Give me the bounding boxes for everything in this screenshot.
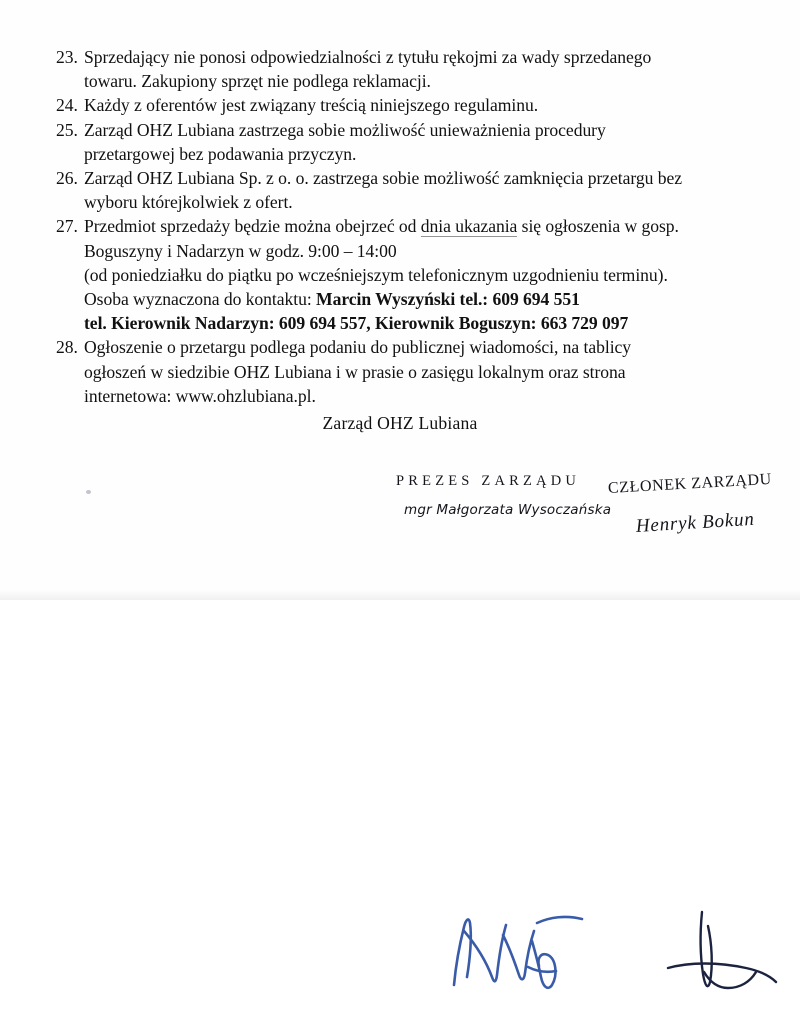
- clause-text: dnia ukazania: [420, 216, 518, 237]
- clause-line: [84, 287, 786, 311]
- clause-item: [56, 45, 786, 93]
- clause-text: się ogłoszenia w gosp.: [517, 216, 679, 237]
- clause-text-bold: Marcin Wyszyński tel.: 609 694 551: [316, 289, 580, 310]
- clause-item: [56, 214, 786, 335]
- clause-text: Ogłoszenie o przetargu podlega podaniu do publicznej wiadomości, na tablicy: [84, 337, 632, 358]
- clause-item: [56, 118, 786, 166]
- clause-number: 28.: [56, 337, 78, 358]
- clause-line: [84, 360, 786, 384]
- clause-number: 23.: [56, 47, 78, 67]
- clause-line: [84, 166, 786, 190]
- clause-line: [84, 190, 786, 214]
- clause-list: [56, 45, 786, 408]
- signature-block-board-member: [607, 470, 800, 538]
- closing-text: Zarząd OHZ Lubiana: [322, 413, 478, 433]
- clause-line: [84, 335, 786, 359]
- clause-text: Sprzedający nie ponosi odpowiedzialności z tytułu rękojmi za wady sprzedanego: [84, 47, 652, 67]
- signature-name-president: mgr Małgorzata Wysoczańska: [404, 502, 612, 518]
- clause-item: [56, 335, 786, 408]
- scan-edge-shadow: [0, 590, 800, 600]
- clause-text: internetowa: www.ohzlubiana.pl.: [84, 385, 316, 406]
- clause-line: [84, 384, 786, 408]
- clause-text: Boguszyny i Nadarzyn w godz. 9:00 – 14:00: [84, 240, 397, 261]
- clause-line: [84, 45, 786, 69]
- clause-line: [84, 69, 786, 93]
- handwritten-signature-bokun-icon: [660, 910, 790, 1010]
- clause-text: Osoba wyznaczona do kontaktu:: [84, 289, 317, 310]
- clause-text: Każdy z oferentów jest związany treścią niniejszego regulaminu.: [84, 95, 539, 116]
- clause-text: (od poniedziałku do piątku po wcześniejszym telefonicznym uzgodnieniu terminu).: [84, 264, 668, 285]
- clause-number: 27.: [56, 216, 78, 237]
- clause-line: [84, 142, 786, 166]
- clause-text: przetargowej bez podawania przyczyn.: [84, 143, 357, 164]
- handwritten-signature-wysoczanska-icon: [440, 911, 600, 1001]
- clause-line: [84, 118, 786, 142]
- clause-item: [56, 166, 786, 214]
- clause-line: [84, 214, 786, 238]
- clause-line: [84, 263, 786, 287]
- clause-number: 24.: [56, 95, 78, 116]
- signature-title-president: PREZES ZARZĄDU: [396, 473, 581, 489]
- clause-item: [56, 93, 786, 117]
- clause-number: 25.: [56, 119, 78, 140]
- clause-line: [84, 93, 786, 117]
- clause-text: Przedmiot sprzedaży będzie można obejrzeć od: [84, 216, 421, 237]
- clause-text: ogłoszeń w siedzibie OHZ Lubiana i w prasie o zasięgu lokalnym oraz strona: [84, 361, 626, 382]
- clause-line: [84, 311, 786, 335]
- clause-number: 26.: [56, 168, 78, 189]
- closing-signature-line: [0, 413, 800, 434]
- clause-text-bold: tel. Kierownik Nadarzyn: 609 694 557, Kierownik Boguszyn: 663 729 097: [84, 313, 629, 334]
- clause-text: Zarząd OHZ Lubiana Sp. z o. o. zastrzega sobie możliwość zamknięcia przetargu bez: [84, 168, 682, 189]
- clause-line: [84, 239, 786, 263]
- signature-name-board-member: Henryk Bokun: [635, 508, 756, 537]
- clause-text: towaru. Zakupiony sprzęt nie podlega reklamacji.: [84, 71, 431, 92]
- signature-area: [0, 455, 800, 585]
- signature-block-president: [396, 473, 612, 518]
- clause-text: Zarząd OHZ Lubiana zastrzega sobie możliwość unieważnienia procedury: [84, 119, 606, 140]
- signature-title-board-member: CZŁONEK ZARZĄDU: [607, 470, 773, 497]
- clause-text: wyboru którejkolwiek z ofert.: [84, 192, 293, 213]
